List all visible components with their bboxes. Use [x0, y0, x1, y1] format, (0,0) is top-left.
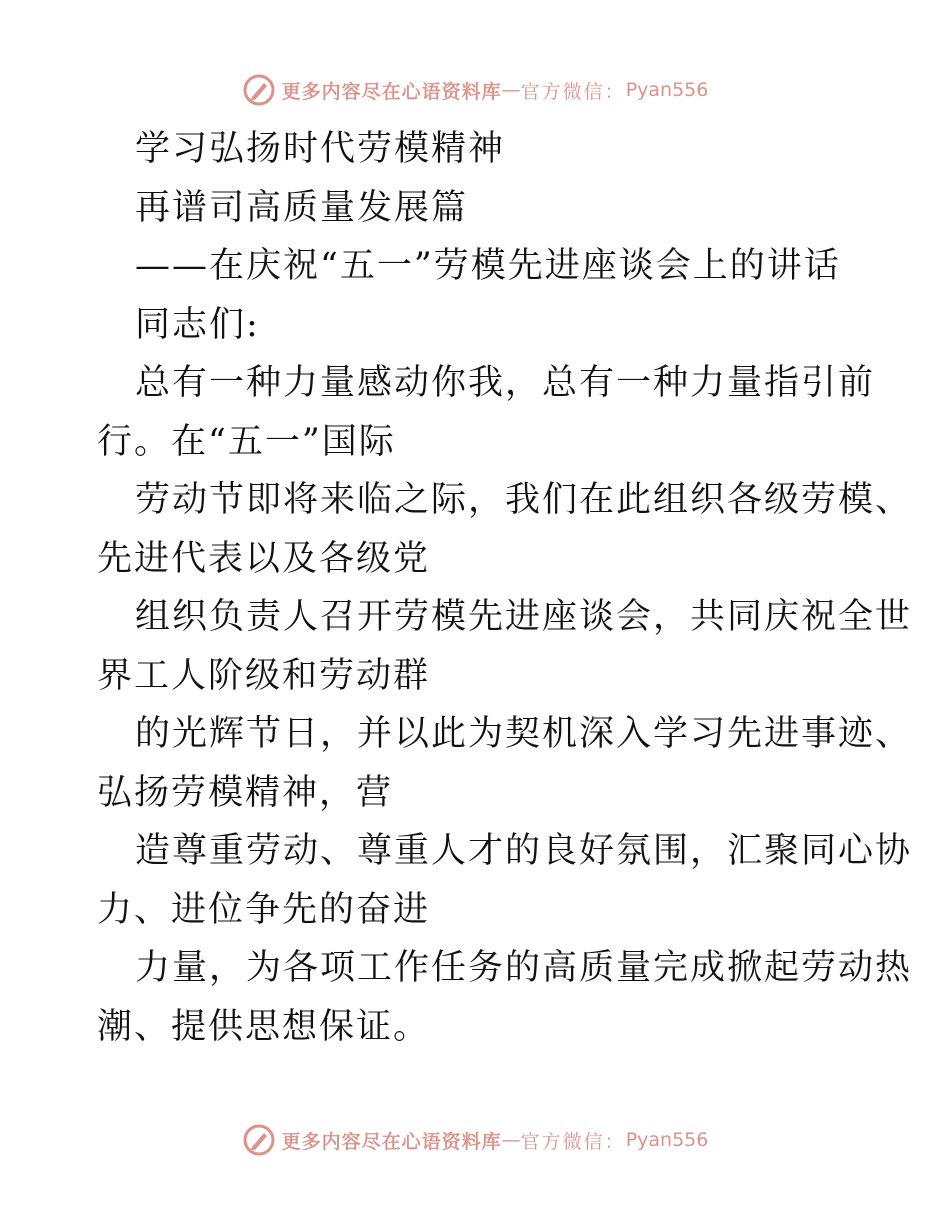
watermark-sub-text: 官方微信：	[520, 1130, 626, 1153]
paragraph-line: 造尊重劳动、尊重人才的良好氛围，汇聚同心协	[135, 831, 913, 871]
watermark-main-text: 更多内容尽在心语资料库	[281, 1130, 502, 1153]
watermark-wechat-id: Pyan556	[625, 1129, 709, 1151]
paragraph-line: 力、进位争先的奋进	[97, 889, 431, 930]
paragraph-line: 界工人阶级和劳动群	[97, 655, 431, 696]
paragraph-line: 弘扬劳模精神，营	[97, 772, 394, 813]
document-body	[97, 120, 913, 1056]
paragraph-line: 行。在“五一”国际	[97, 421, 396, 462]
paragraph-line: 先进代表以及各级党	[97, 538, 431, 579]
watermark-wechat-id: Pyan556	[625, 79, 709, 101]
document-title-line2: 再谱司高质量发展篇	[135, 187, 469, 228]
paragraph-line: 力量，为各项工作任务的高质量完成掀起劳动热	[135, 948, 913, 988]
footer-watermark	[0, 1120, 950, 1160]
paragraph-line: 组织负责人召开劳模先进座谈会，共同庆祝全世	[135, 597, 913, 637]
watermark-sub-text: 官方微信：	[520, 80, 626, 103]
document-salutation: 同志们:	[135, 304, 260, 345]
watermark-separator: —	[501, 1129, 521, 1151]
document-title-line1: 学习弘扬时代劳模精神	[135, 129, 506, 169]
document-paragraph	[97, 354, 913, 1056]
paragraph-line: 总有一种力量感动你我，总有一种力量指引前	[135, 363, 876, 403]
watermark-main-text: 更多内容尽在心语资料库	[281, 80, 502, 103]
header-watermark	[0, 70, 950, 110]
watermark-separator: —	[501, 79, 521, 101]
paragraph-line: 劳动节即将来临之际，我们在此组织各级劳模、	[135, 480, 913, 520]
paragraph-line: 潮、提供思想保证。	[97, 1006, 431, 1047]
pen-nib-logo-icon	[242, 1123, 276, 1157]
document-subtitle: ——在庆祝“五一”劳模先进座谈会上的讲话	[135, 246, 841, 286]
paragraph-line: 的光辉节日，并以此为契机深入学习先进事迹、	[135, 714, 913, 754]
pen-nib-logo-icon	[242, 73, 276, 107]
